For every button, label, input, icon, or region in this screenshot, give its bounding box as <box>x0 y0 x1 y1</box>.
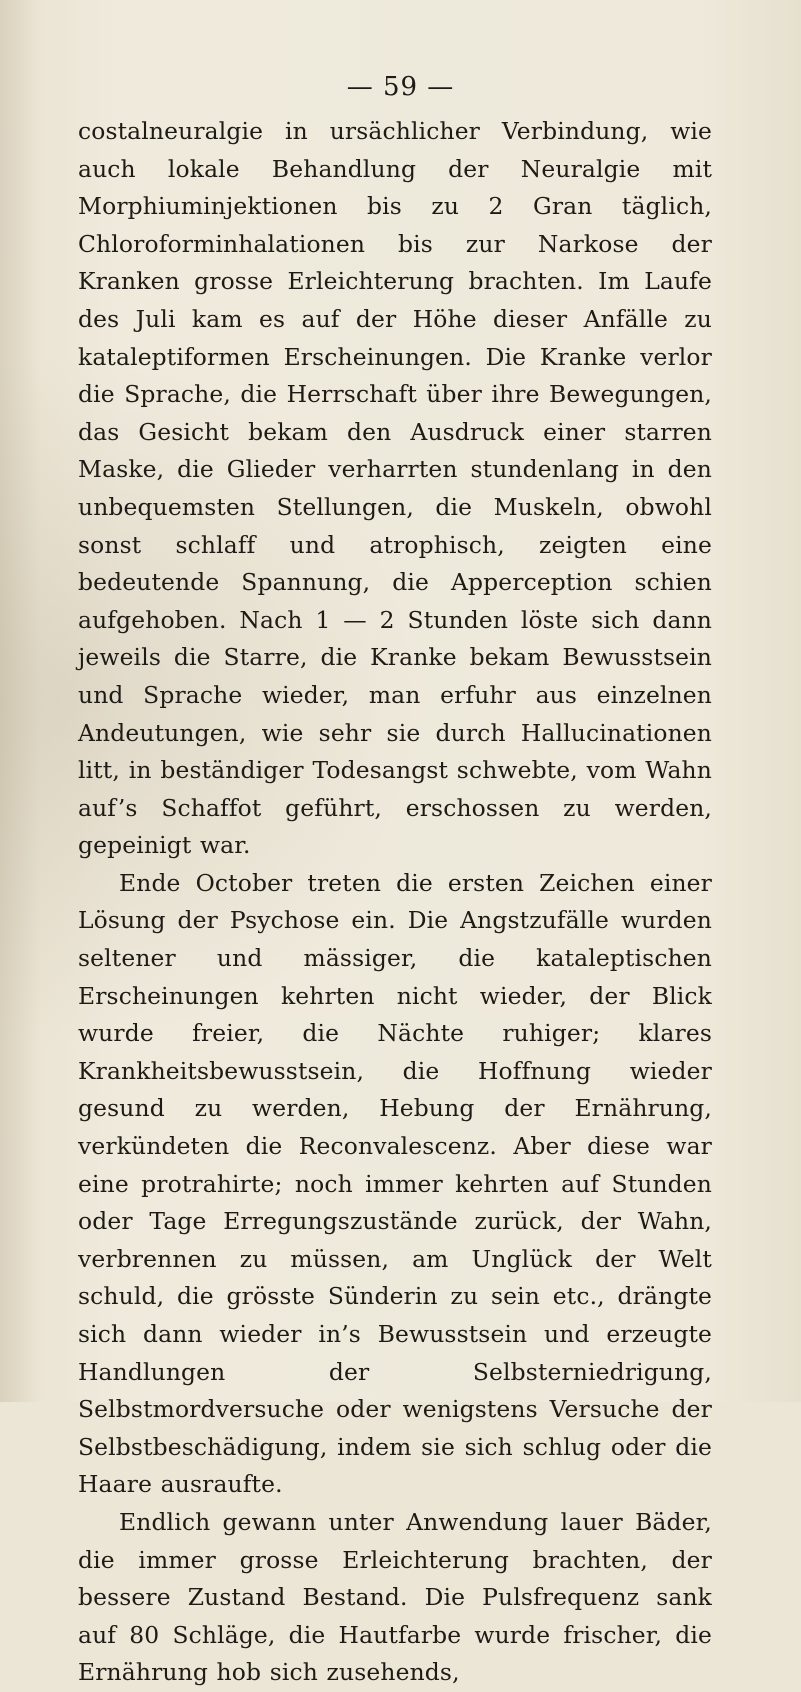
paragraph-1: costalneuralgie in ursächlicher Verbindung, wie auch lokale Behandlung der Neuralgie mit Morphiuminjektionen bis zu 2 Gran täglich, Chloroforminhalationen bis zur Narkose der Kranken grosse Erleichterung brachten. Im Laufe des Juli kam es auf der Höhe dieser Anfälle zu kataleptiformen Erscheinungen. Die Kranke verlor die Sprache, die Herrschaft über ihre Bewegungen, das Gesicht bekam den Ausdruck einer starren Maske, die Glieder verharrten stundenlang in den unbequemsten Stellungen, die Muskeln, obwohl sonst schlaff und atrophisch, zeigten eine bedeutende Spannung, die Apperception schien aufgehoben. Nach 1 — 2 Stunden löste sich dann jeweils die Starre, die Kranke bekam Bewusstsein und Sprache wieder, man erfuhr aus einzelnen Andeutungen, wie sehr sie durch Hallucinationen litt, in beständiger Todesangst schwebte, vom Wahn auf’s Schaffot geführt, erschossen zu werden, gepeinigt war. <box>78 117 712 860</box>
body-text <box>78 113 712 1692</box>
paragraph-3: Endlich gewann unter Anwendung lauer Bäder, die immer grosse Erleichterung brachten, der bessere Zustand Bestand. Die Pulsfrequenz sank auf 80 Schläge, die Hautfarbe wurde frischer, die Ernährung hob sich zusehends, <box>78 1507 712 1687</box>
page-number: — 59 — <box>346 72 455 102</box>
paragraph-2: Ende October treten die ersten Zeichen einer Lösung der Psychose ein. Die Angstzufälle wurden seltener und mässiger, die kataleptischen Erscheinungen kehrten nicht wieder, der Blick wurde freier, die Nächte ruhiger; klares Krankheitsbewusstsein, die Hoffnung wieder gesund zu werden, Hebung der Ernährung, verkündeten die Reconvalescenz. Aber diese war eine protrahirte; noch immer kehrten auf Stunden oder Tage Erregungszustände zurück, der Wahn, verbrennen zu müssen, am Unglück der Welt schuld, die grösste Sünderin zu sein etc., drängte sich dann wieder in’s Bewusstsein und erzeugte Handlungen der Selbsterniedrigung, Selbstmordversuche oder wenigstens Versuche der Selbstbeschädigung, indem sie sich schlug oder die Haare ausraufte. <box>78 868 712 1499</box>
